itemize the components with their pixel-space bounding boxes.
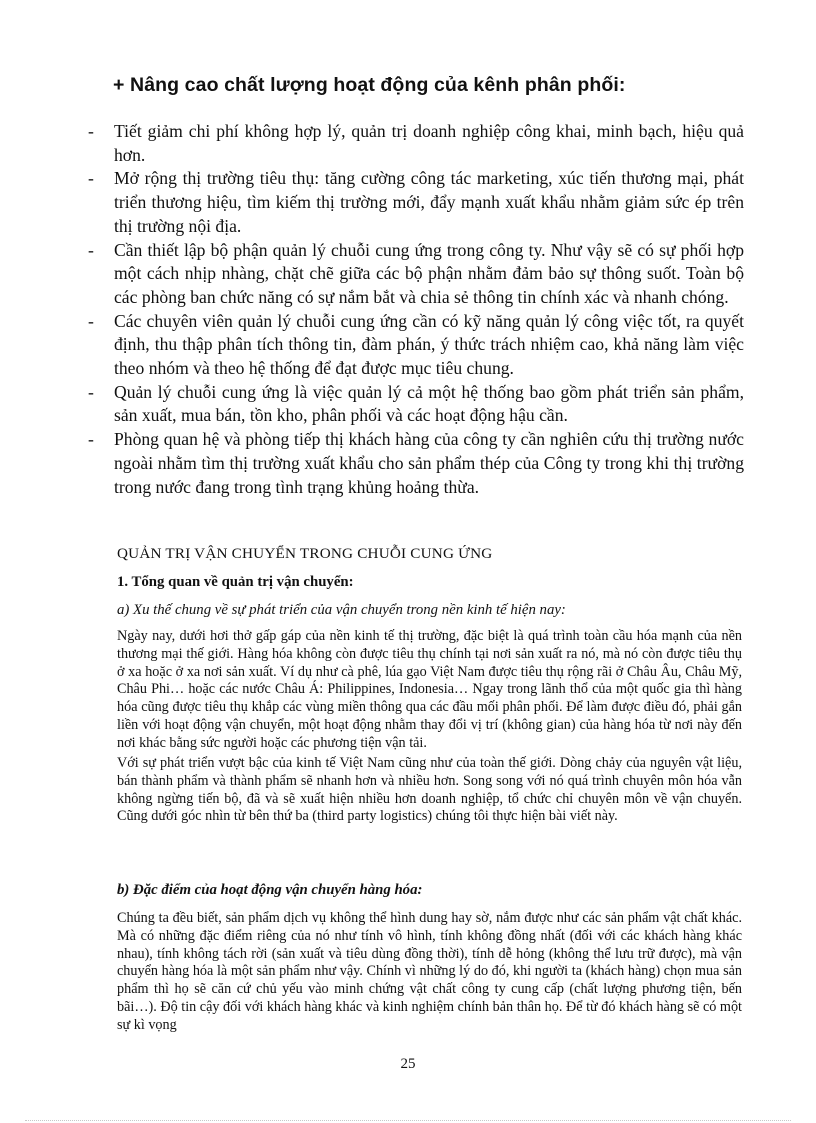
list-item <box>88 239 744 310</box>
list-item-text: Tiết giảm chi phí không hợp lý, quản trị doanh nghiệp công khai, minh bạch, hiệu quả hơn. <box>114 121 744 165</box>
list-item <box>88 167 744 238</box>
bullet-dash: - <box>88 168 94 189</box>
list-item <box>88 381 744 428</box>
list-item-text: Quản lý chuỗi cung ứng là việc quản lý cả một hệ thống bao gồm phát triển sản phẩm, sản xuất, mua bán, tồn kho, phân phối và các hoạt động hậu cần. <box>114 381 744 426</box>
list-item-text: Các chuyên viên quản lý chuỗi cung ứng cần có kỹ năng quản lý công việc tốt, ra quyết định, thu thập phân tích thông tin, đàm phán, ý thức trách nhiệm cao, khả năng làm việc theo nhóm và theo hệ thống để đạt được mục tiêu chung. <box>114 310 744 379</box>
paragraph-development: Với sự phát triển vượt bậc của kinh tế Việt Nam cũng như của toàn thế giới. Dòng chảy của nguyên vật liệu, bán thành phẩm và thành phẩm sẽ nhanh hơn và nhiều hơn. Song song với nó quá trình chuyên môn hóa vẫn không ngừng tiến bộ, đã và sẽ xuất hiện nhiều hơn doanh nghiệp, tổ chức chỉ chuyên môn về vận chuyển. Cũng dưới góc nhìn từ bên thứ ba (third party logistics) chúng tôi thực hiện bài viết này. <box>117 755 742 825</box>
list-item-text: Phòng quan hệ và phòng tiếp thị khách hàng của công ty cần nghiên cứu thị trường nước ngoài nhằm tìm thị trường xuất khẩu cho sản phẩm thép của Công ty trong khi thị trường trong nước đang trong tình trạng khủng hoảng thừa. <box>114 429 744 497</box>
bullet-dash: - <box>88 429 94 450</box>
subheading-overview: 1. Tổng quan về quản trị vận chuyển: <box>117 574 354 590</box>
paragraph-characteristics: Chúng ta đều biết, sản phẩm dịch vụ không thể hình dung hay sờ, nắm được như các sản phẩm vật chất khác. Mà có những đặc điểm riêng của nó như tính vô hình, tính không đồng nhất (đối với các khách hàng khác nhau), tính không tách rời (sản xuất và tiêu dùng đồng thời), tính dễ hỏng (không thể lưu trữ được), mà vận chuyển hàng hóa là một sản phẩm như vậy. Chính vì những lý do đó, khi người ta (khách hàng) chọn mua sản phẩm thì họ sẽ căn cứ chủ yếu vào minh chứng vật chất công ty cung cấp (chất lượng phương tiện, bến bãi…). Độ tin cậy đối với khách hàng khác và kinh nghiệm chính bản thân họ. Để từ đó khách hàng sẽ có một sự kì vọng <box>117 910 742 1033</box>
list-item-text: Mở rộng thị trường tiêu thụ: tăng cường công tác marketing, xúc tiến thương mại, phát triển thương hiệu, tìm kiếm thị trường mới, đẩy mạnh xuất khẩu nhằm giảm sức ép trên thị trường nội địa. <box>114 168 744 236</box>
bullet-dash: - <box>88 239 94 260</box>
page-bottom-divider <box>25 1120 791 1121</box>
list-item-text: Cần thiết lập bộ phận quản lý chuỗi cung ứng trong công ty. Như vậy sẽ có sự phối hợp một cách nhịp nhàng, chặt chẽ giữa các bộ phận nhằm đảm bảo sự thông suốt. Toàn bộ các phòng ban chức năng có sự nắm bắt và chia sẻ thông tin chính xác và nhanh chóng. <box>114 239 744 307</box>
list-item <box>88 120 744 167</box>
subheading-characteristics: b) Đặc điểm của hoạt động vận chuyển hàng hóa: <box>117 882 423 898</box>
bullet-dash: - <box>88 121 94 141</box>
bullet-list <box>88 120 744 499</box>
distribution-heading: + Nâng cao chất lượng hoạt động của kênh phân phối: <box>113 74 626 96</box>
list-item <box>88 310 744 381</box>
section-title: QUẢN TRỊ VẬN CHUYỂN TRONG CHUỖI CUNG ỨNG <box>117 545 493 562</box>
list-item <box>88 428 744 499</box>
subheading-trend: a) Xu thế chung về sự phát triển của vận chuyển trong nền kinh tế hiện nay: <box>117 602 566 618</box>
page-number: 25 <box>400 1056 416 1072</box>
paragraph-trend: Ngày nay, dưới hơi thở gấp gáp của nền kinh tế thị trường, đặc biệt là quá trình toàn cầu hóa mạnh của nền thương mại thế giới. Hàng hóa không còn được tiêu thụ chính tại nơi sản xuất ra nó, mà nó còn được tiêu thụ ở xa hoặc ở xa nơi sản xuất. Ví dụ như cà phê, lúa gạo Việt Nam được tiêu thụ rộng rãi ở Châu Âu, Châu Mỹ, Châu Phi… hoặc các nước Châu Á: Philippines, Indonesia… Ngay trong lãnh thổ của một quốc gia thì hàng hóa cũng được tiêu thụ khắp các vùng miền thông qua các đầu mối phân phối. Để làm được điều đó, phải gắn liền với hoạt động vận chuyển, một hoạt động nhằm thay đổi vị trí (không gian) của hàng hóa từ nơi này đến nơi khác bằng sức người hoặc các phương tiện vận tải. <box>117 628 742 751</box>
bullet-dash: - <box>88 310 94 331</box>
bullet-dash: - <box>88 381 94 402</box>
